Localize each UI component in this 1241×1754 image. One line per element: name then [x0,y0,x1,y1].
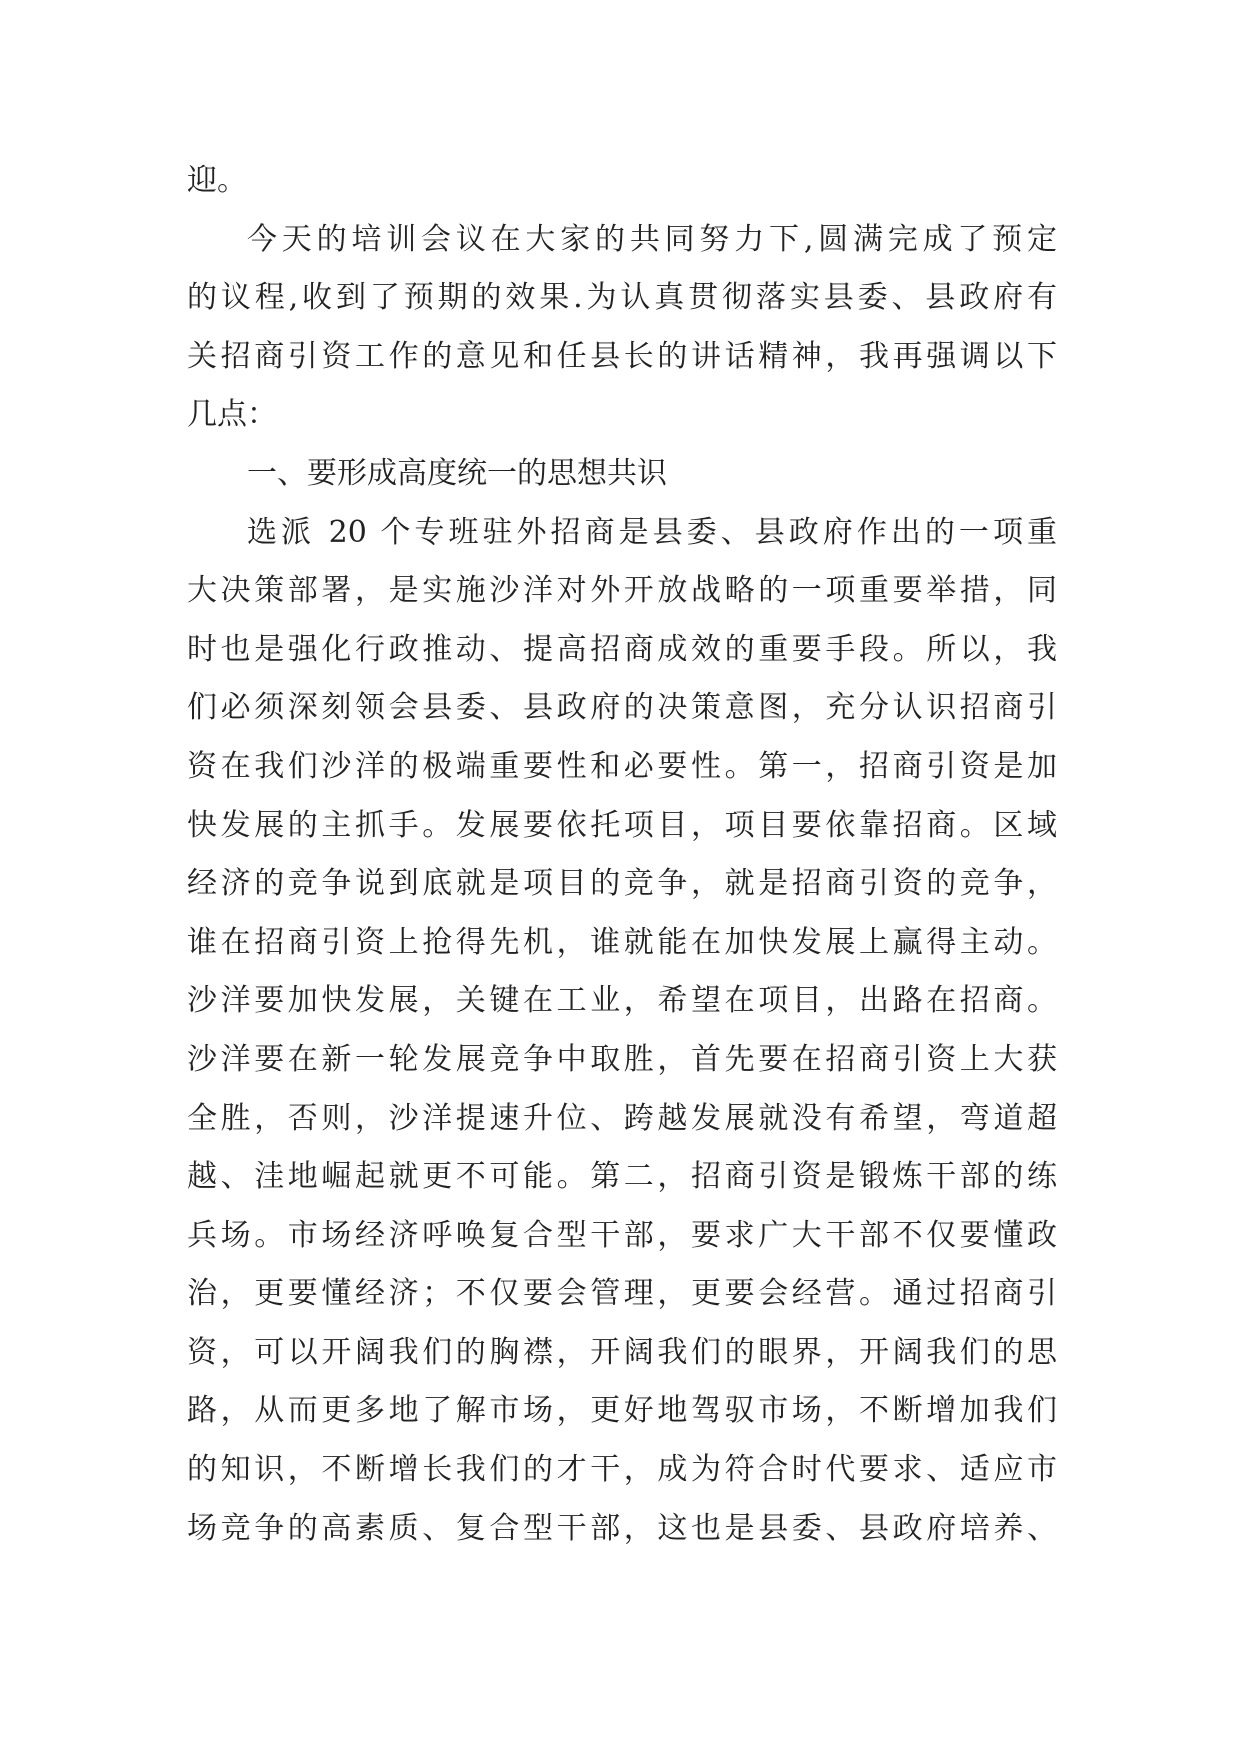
text-line: 兵场。市场经济呼唤复合型干部，要求广大干部不仅要懂政 [187,1217,1057,1253]
text-line: 选派 20 个专班驻外招商是县委、县政府作出的一项重 [247,514,1057,550]
text-line: 路，从而更多地了解市场，更好地驾驭市场，不断增加我们 [187,1393,1057,1429]
text-line: 资，可以开阔我们的胸襟，开阔我们的眼界，开阔我们的思 [187,1334,1057,1370]
text-line: 沙洋要在新一轮发展竞争中取胜，首先要在招商引资上大获 [187,1041,1057,1077]
text-line: 关招商引资工作的意见和任县长的讲话精神，我再强调以下 [187,338,1057,374]
text-line: 的议程,收到了预期的效果.为认真贯彻落实县委、县政府有 [187,280,1057,316]
body-text [187,152,1057,1558]
text-line: 迎。 [187,163,247,198]
text-line: 大决策部署，是实施沙洋对外开放战略的一项重要举措，同 [187,573,1057,609]
text-line: 们必须深刻领会县委、县政府的决策意图，充分认识招商引 [187,690,1057,726]
text-line: 越、洼地崛起就更不可能。第二，招商引资是锻炼干部的练 [187,1159,1057,1195]
text-line: 治，更要懂经济；不仅要会管理，更要会经营。通过招商引 [187,1276,1057,1312]
text-line: 今天的培训会议在大家的共同努力下,圆满完成了预定 [247,221,1057,257]
text-line: 几点： [187,397,277,433]
text-line: 资在我们沙洋的极端重要性和必要性。第一，招商引资是加 [187,748,1057,784]
text-line: 一、要形成高度统一的思想共识 [247,455,667,491]
text-line: 的知识，不断增长我们的才干，成为符合时代要求、适应市 [187,1452,1057,1488]
text-line: 快发展的主抓手。发展要依托项目，项目要依靠招商。区域 [187,807,1057,843]
text-line: 时也是强化行政推动、提高招商成效的重要手段。所以，我 [187,631,1057,667]
text-line: 全胜，否则，沙洋提速升位、跨越发展就没有希望，弯道超 [187,1100,1057,1136]
text-line: 谁在招商引资上抢得先机，谁就能在加快发展上赢得主动。 [187,924,1057,960]
text-line: 沙洋要加快发展，关键在工业，希望在项目，出路在招商。 [187,983,1057,1019]
text-line: 经济的竞争说到底就是项目的竞争，就是招商引资的竞争， [187,866,1057,902]
text-line: 场竞争的高素质、复合型干部，这也是县委、县政府培养、 [187,1510,1057,1546]
